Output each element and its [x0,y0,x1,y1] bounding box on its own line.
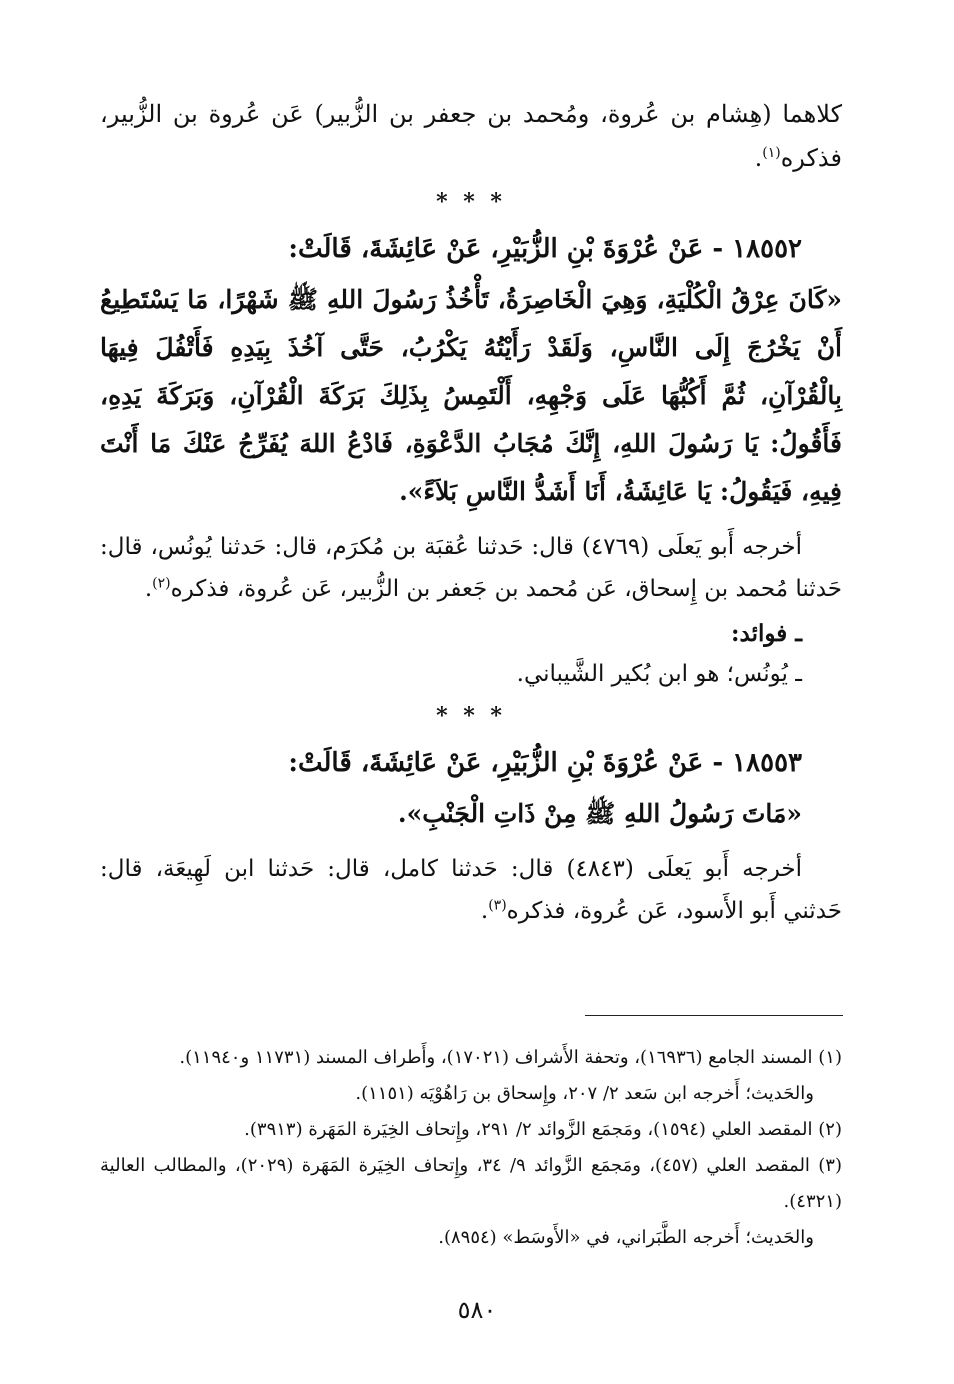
intro-text: كلاهما (هِشام بن عُروة، ومُحمد بن جعفر بن الزُّبير) عَن عُروة بن الزُّبير، فذكره [100,100,842,172]
footnote-divider [585,1015,843,1016]
fawaid-item: ـ يُونُس؛ هو ابن بُكير الشَّيباني. [516,661,802,687]
hadith-18553-matn: «مَاتَ رَسُولُ اللهِ ﷺ مِنْ ذَاتِ الْجَنْبِ». [397,799,802,828]
footnote-ref-3[interactable]: (٣) [488,897,507,914]
hadith-18552-takhrij: أخرجه أَبو يَعلَى (٤٧٦٩) قال: حَدثنا عُقبَة بن مُكرَم، قال: حَدثنا يُونُس، قال: حَدثنا مُحمد بن إِسحاق، عَن مُحمد بن جَعفر بن الزُّبير، عَن عُروة، فذكره$^{(٢)}$. [100,534,842,602]
takhrij-text-1: أخرجه أَبو يَعلَى (٤٧٦٩) قال: حَدثنا عُقبَة بن مُكرَم، قال: حَدثنا يُونُس، قال: حَدثنا مُحمد بن إِسحاق، عَن مُحمد بن جَعفر بن الزُّبير، عَن عُروة، فذكره [100,534,842,602]
page-body [100,92,842,932]
separator-2: * * * [436,703,506,729]
hadith-18553-takhrij: أخرجه أَبو يَعلَى (٤٨٤٣) قال: حَدثنا كامل، قال: حَدثنا ابن لَهِيعَة، قال: حَدثني أَبو الأَسود، عَن عُروة، فذكره$^{(٣)}$. [100,856,842,924]
footnote-ref-1[interactable]: (١) [762,145,781,161]
footnote-1: (١) المسند الجامع (١٦٩٣٦)، وتحفة الأَشراف (١٧٠٢١)، وأَطراف المسند (١١٧٣١ و١١٩٤٠). [179,1047,842,1068]
hadith-18553-heading: ١٨٥٥٣ - عَنْ عُرْوَةَ بْنِ الزُّبَيْرِ، عَنْ عَائِشَةَ، قَالَتْ: [288,748,802,778]
footnotes [100,1040,842,1256]
hadith-18552-matn: «كَانَ عِرْقُ الْكُلْيَةِ، وَهِيَ الْخَاصِرَةُ، تَأْخُذُ رَسُولَ اللهِ ﷺ شَهْرًا، مَا يَسْتَطِيعُ أَنْ يَخْرُجَ إِلَى النَّاسِ، وَلَقَدْ رَأَيْتُهُ يَكْرُبُ، حَتَّى آخُذَ بِيَدِهِ فَأَتْفُلَ فِيهَا بِالْقُرْآنِ، ثُمَّ أَكُبُّهَا عَلَى وَجْهِهِ، أَلْتَمِسُ بِذَلِكَ بَرَكَةَ الْقُرْآنِ، وَبَرَكَةَ يَدِهِ، فَأَقُولُ: يَا رَسُولَ اللهِ، إِنَّكَ مُجَابُ الدَّعْوَةِ، فَادْعُ اللهَ يُفَرِّجُ عَنْكَ مَا أَنْتَ فِيهِ، فَيَقُولُ: يَا عَائِشَةُ، أَنَا أَشَدُّ النَّاسِ بَلاَءً». [100,285,842,506]
hadith-18552-heading: ١٨٥٥٢ - عَنْ عُرْوَةَ بْنِ الزُّبَيْرِ، عَنْ عَائِشَةَ، قَالَتْ: [288,234,802,264]
footnote-3-continued: والحَديث؛ أَخرجه الطَّبَراني، في «الأَوسَط» (٨٩٥٤). [438,1227,814,1248]
takhrij-text-2: أخرجه أَبو يَعلَى (٤٨٤٣) قال: حَدثنا كامل، قال: حَدثنا ابن لَهِيعَة، قال: حَدثني أَبو الأَسود، عَن عُروة، فذكره [100,856,842,924]
page-number: ٥٨٠ [457,1296,497,1324]
separator-1: * * * [436,189,506,215]
footnote-2: (٢) المقصد العلي (١٥٩٤)، ومَجمَع الزَّوائد ٢/ ٢٩١، وإِتحاف الخِيَرة المَهَرة (٣٩١٣). [244,1119,842,1140]
footnote-3: (٣) المقصد العلي (٤٥٧)، ومَجمَع الزَّوائد ٩/ ٣٤، وإِتحاف الخِيَرة المَهَرة (٢٠٢٩)، والمطالب العالية (٤٣٢١). [100,1155,842,1212]
intro-paragraph: كلاهما (هِشام بن عُروة، ومُحمد بن جعفر بن الزُّبير) عَن عُروة بن الزُّبير، فذكره$^{(١)}$. [100,100,842,172]
fawaid-title: ـ فوائد: [731,620,802,647]
footnote-ref-2[interactable]: (٢) [152,575,171,592]
footnote-1-continued: والحَديث؛ أَخرجه ابن سَعد ٢/ ٢٠٧، وإِسحاق بن رَاهُوْيَه (١١٥١). [355,1083,814,1104]
